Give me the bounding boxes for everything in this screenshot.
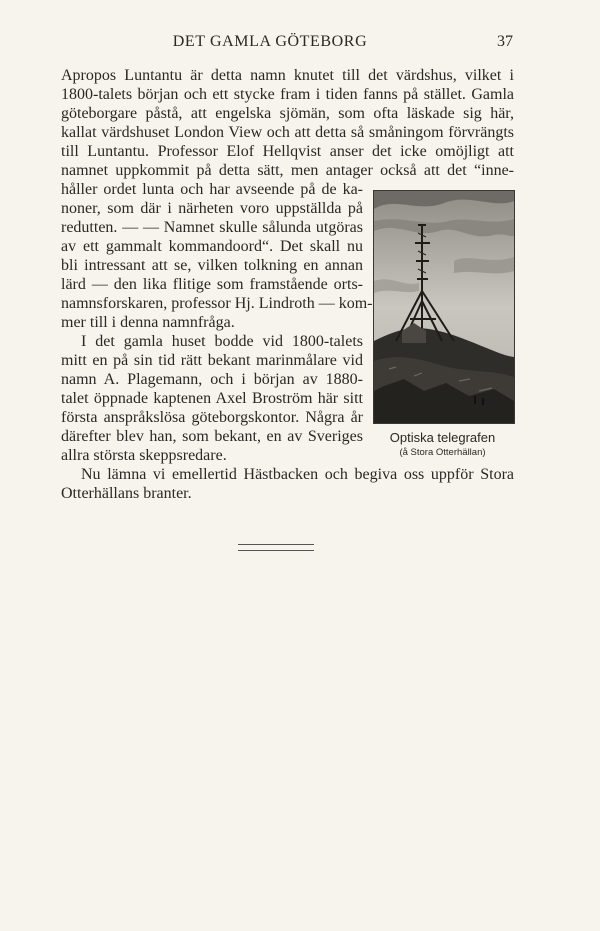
running-header-title: DET GAMLA GÖTEBORG (172, 33, 368, 50)
text-line: kallat värdshuset London View och att detta så småningom förvrängts (61, 124, 514, 141)
text-line: lärd — den lika flitige som framstående orts- (61, 276, 363, 293)
text-line: mer till i denna namnfråga. (61, 314, 235, 331)
text-line: 1800-talets början och ett stycke fram i tiden fanns på stället. Gamla (61, 86, 514, 103)
text-line: göteborgare påstå, att engelska sjömän, som ofta läskade sig här, (61, 105, 514, 122)
text-line: därefter blev han, som bekant, en av Sveriges (61, 428, 363, 445)
text-line: noner, som där i närheten voro uppställda på (61, 200, 363, 217)
text-line: första anspråkslösa göteborgskontor. Några år (61, 409, 363, 426)
text-line: till Luntantu. Professor Elof Hellqvist anser det icke omöjligt att (61, 143, 514, 160)
text-line: Apropos Luntantu är detta namn knutet till det värdshus, vilket i (61, 67, 514, 84)
text-line: I det gamla huset bodde vid 1800-talets (81, 333, 363, 350)
text-line: redutten. — — Namnet skulle sålunda utgöras (61, 219, 363, 236)
optical-telegraph-illustration (373, 190, 515, 424)
text-line: namnsforskaren, professor Hj. Lindroth — kom- (61, 295, 373, 312)
text-line: namn A. Plagemann, och i början av 1880- (61, 371, 363, 388)
text-line: mitt en på sin tid rätt bekant marinmålare vid (61, 352, 363, 369)
text-line: av ett gammalt kommandoord“. Det skall nu (61, 238, 363, 255)
figure-subcaption: (å Stora Otterhällan) (399, 447, 486, 458)
text-line: allra största skeppsredare. (61, 447, 227, 464)
text-line: talet öppnade kaptenen Axel Broström här sitt (61, 390, 363, 407)
text-line: håller ordet lunta och har avseende på de ka- (61, 181, 363, 198)
text-line: namnet uppkommit på detta sätt, men antager också att det “inne- (61, 162, 514, 179)
text-line: bli intressant att se, vilken tolkning en annan (61, 257, 363, 274)
page-number: 37 (497, 33, 513, 50)
section-divider (238, 544, 314, 551)
text-line: Nu lämna vi emellertid Hästbacken och begiva oss uppför Stora (81, 466, 514, 483)
figure-caption: Optiska telegrafen (389, 430, 496, 445)
text-line: Otterhällans branter. (61, 485, 192, 502)
